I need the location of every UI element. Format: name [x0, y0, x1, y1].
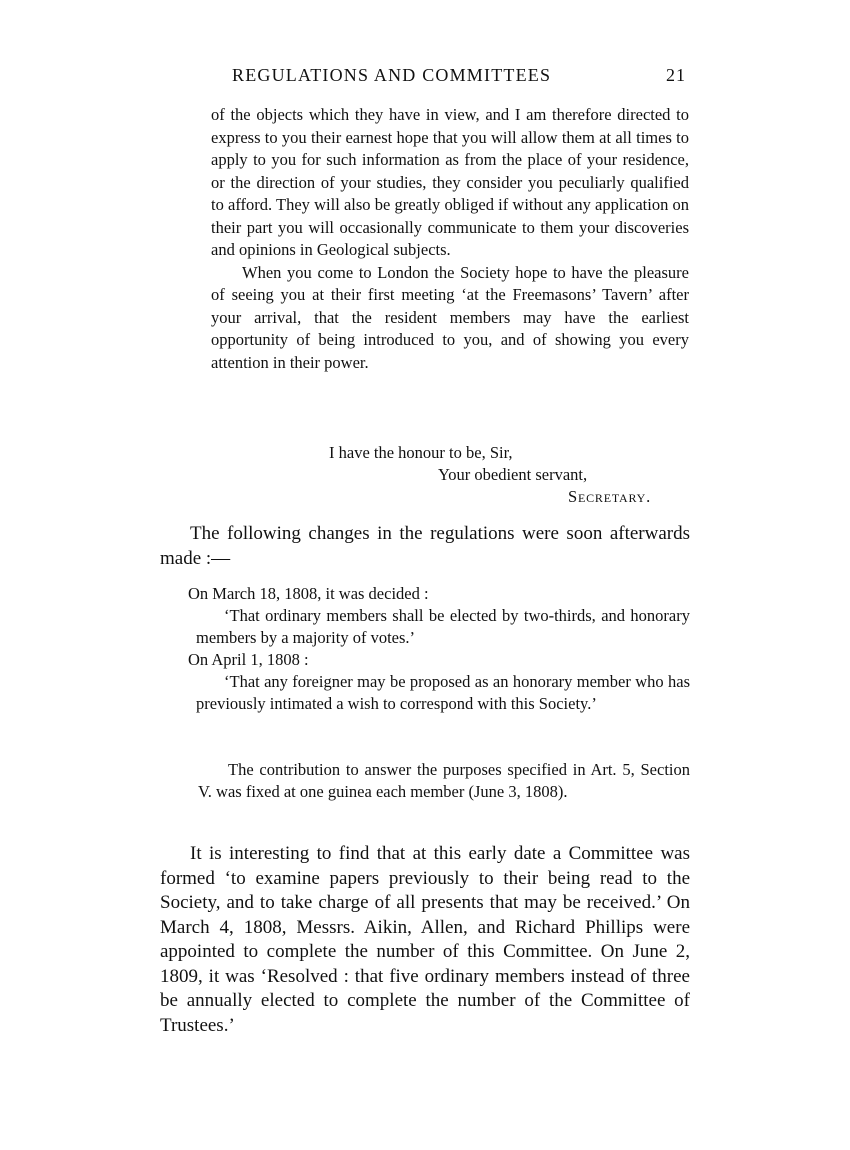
contribution-text: The contribution to answer the purposes specified in Art. 5, Section V. was fixed at one guinea each member (June 3, 1808).: [198, 760, 690, 801]
body-paragraph-text: It is interesting to find that at this early date a Committee was formed ‘to examine papers previously to their being read to the Society, and to take charge of all presents that may be received.’ On March 4, 1808, Messrs. Aikin, Allen, and Richard Phillips were appointed to complete the number of this Committee. On June 2, 1809, it was ‘Resolved : that five ordinary members instead of three be annually elected to complete the number of the Committee of Trustees.’: [160, 843, 690, 1036]
letter-closing: Your obedient servant,: [438, 465, 588, 484]
minute-decision: ‘That ordinary members shall be elected by two-thirds, and honorary members by a majority of votes.’: [196, 606, 690, 647]
letter-closing: I have the honour to be, Sir,: [329, 443, 513, 462]
minute-date: On April 1, 1808 :: [188, 650, 309, 669]
letter-quotation: [211, 104, 689, 374]
body-paragraph: [160, 842, 690, 1038]
letter-paragraph: When you come to London the Society hope to have the pleasure of seeing you at their first meeting ‘at the Freemasons’ Tavern’ after your arrival, that the resident members may have the earliest opportunity of being introduced to you, and of showing you every attention in their power.: [211, 262, 689, 372]
letter-signature: Secretary.: [568, 487, 652, 506]
letter-paragraph: of the objects which they have in view, and I am therefore directed to express to you their earnest hope that you will allow them at all times to apply to you for such information as from the place of your residence, or the direction of your studies, they consider you peculiarly qualified to afford. They will also be greatly obliged if without any application on their part you will occasionally communicate to them your discoveries and opinions in Geological subjects.: [211, 105, 689, 259]
body-paragraph-text: The following changes in the regulations were soon afterwards made :—: [160, 523, 690, 569]
page-number: 21: [666, 65, 686, 85]
running-title: REGULATIONS AND COMMITTEES: [232, 65, 552, 85]
contribution-note: [198, 759, 690, 803]
body-paragraph: [160, 522, 690, 571]
minutes-block: [186, 583, 690, 715]
minute-decision: ‘That any foreigner may be proposed as an honorary member who has previously intimated a wish to correspond with this Society.’: [196, 672, 690, 713]
minute-date: On March 18, 1808, it was decided :: [188, 584, 429, 603]
